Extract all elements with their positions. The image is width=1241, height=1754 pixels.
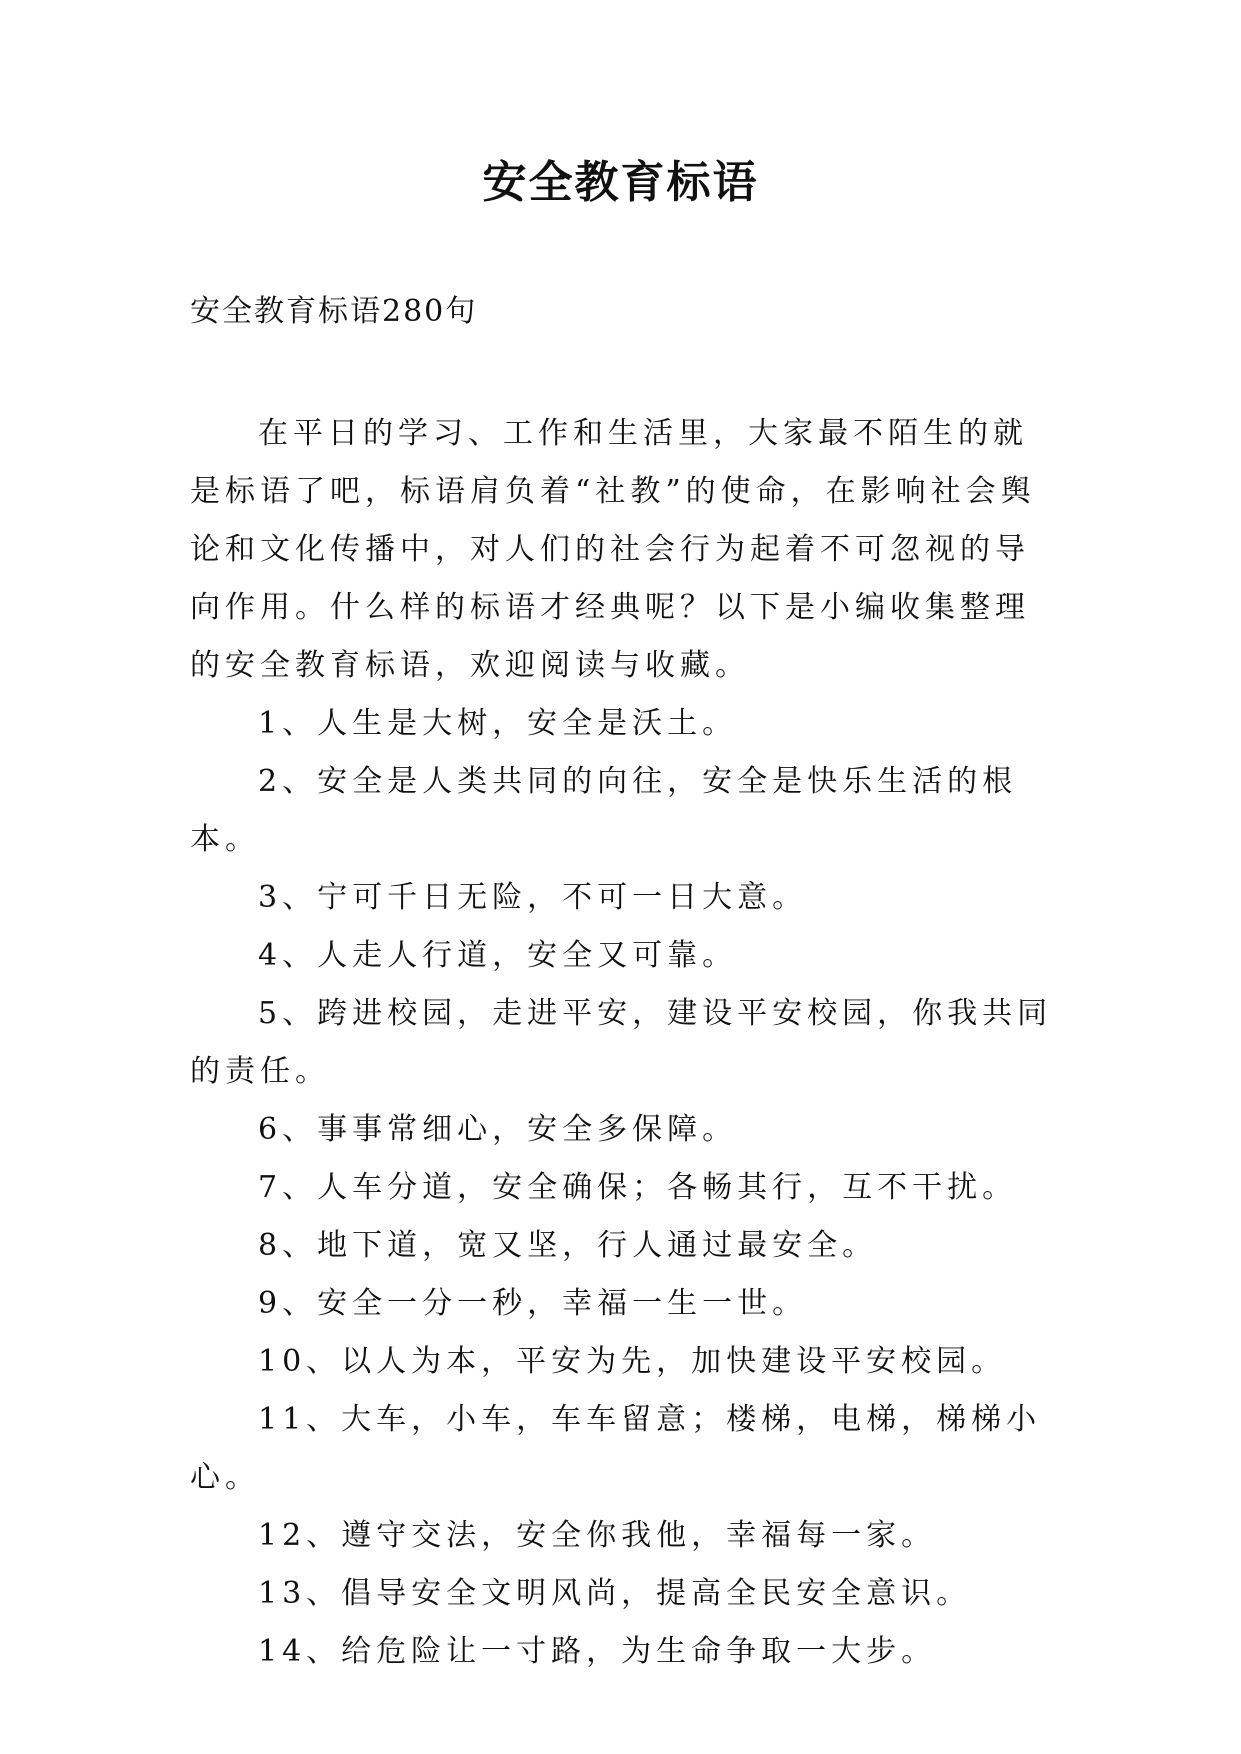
slogan-item: 12、遵守交法，安全你我他，幸福每一家。	[258, 1518, 937, 1553]
slogan-item: 4、人走人行道，安全又可靠。	[258, 938, 738, 973]
slogan-item: 8、地下道，宽又坚，行人通过最安全。	[258, 1228, 878, 1263]
document-body	[190, 405, 1060, 1681]
slogan-item: 10、以人为本，平安为先，加快建设平安校园。	[258, 1344, 1007, 1379]
slogan-item: 7、人车分道，安全确保；各畅其行，互不干扰。	[258, 1170, 1018, 1205]
document-subtitle: 安全教育标语280句	[190, 294, 478, 329]
slogan-item: 3、宁可千日无险，不可一日大意。	[258, 880, 808, 915]
document-title: 安全教育标语	[482, 157, 759, 208]
slogan-item: 1、人生是大树，安全是沃土。	[258, 706, 738, 741]
intro-paragraph: 在平日的学习、工作和生活里，大家最不陌生的就是标语了吧，标语肩负着“社教”的使命，在影响社会舆论和文化传播中，对人们的社会行为起着不可忽视的导向作用。什么样的标语才经典呢？以下是小编收集整理的安全教育标语，欢迎阅读与收藏。	[190, 416, 1036, 683]
slogan-item: 6、事事常细心，安全多保障。	[258, 1112, 738, 1147]
slogan-item: 11、大车，小车，车车留意；楼梯，电梯，梯梯小心。	[190, 1402, 1042, 1495]
slogan-item: 9、安全一分一秒，幸福一生一世。	[258, 1286, 808, 1321]
slogan-item: 13、倡导安全文明风尚，提高全民安全意识。	[258, 1576, 972, 1611]
slogan-item: 14、给危险让一寸路，为生命争取一大步。	[258, 1634, 937, 1669]
slogan-item: 5、跨进校园，走进平安，建设平安校园，你我共同的责任。	[190, 996, 1053, 1089]
slogan-item: 2、安全是人类共同的向往，安全是快乐生活的根本。	[190, 764, 1018, 857]
